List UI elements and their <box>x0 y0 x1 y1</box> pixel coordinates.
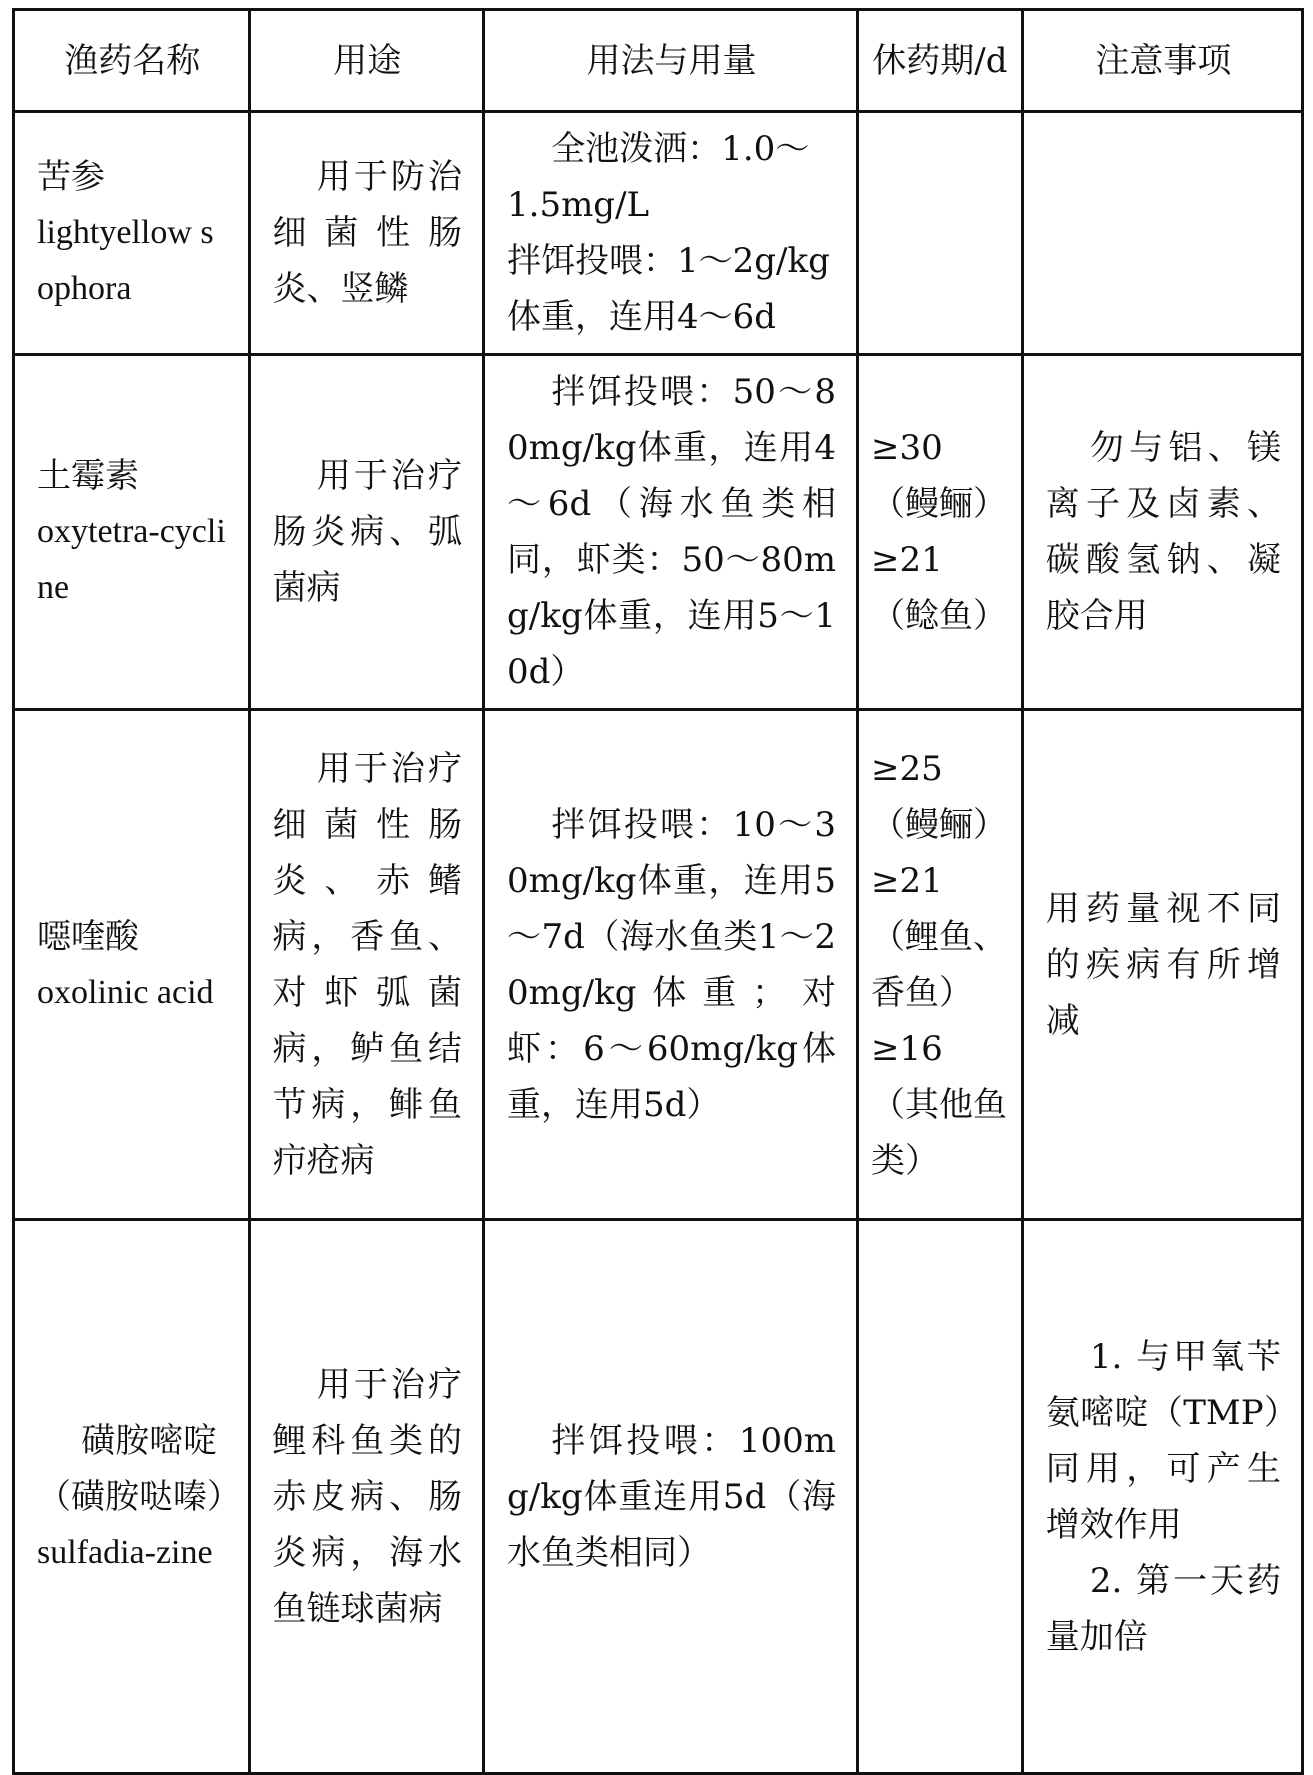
table-row <box>14 710 1303 1220</box>
drug-name-en: lightyellow sophora <box>37 214 214 307</box>
withdrawal-line: ≥30（鳗鲡） <box>871 428 1008 524</box>
cell-drug-name <box>14 1220 250 1774</box>
cell-drug-name <box>14 710 250 1220</box>
withdrawal-line: ≥25（鳗鲡） <box>871 748 1008 845</box>
cell-withdrawal <box>858 710 1023 1220</box>
cell-notes <box>1022 1220 1302 1774</box>
cell-notes <box>1022 112 1302 355</box>
table-header-row <box>14 10 1303 112</box>
cell-notes: 用药量视不同的疾病有所增减 <box>1022 710 1302 1220</box>
drug-name-en: sulfadia-zine <box>37 1533 213 1571</box>
cell-dosage: 拌饵投喂：100mg/kg体重连用5d（海水鱼类相同） <box>484 1220 858 1774</box>
header-notes: 注意事项 <box>1022 10 1302 112</box>
table-row <box>14 1220 1303 1774</box>
header-dosage: 用法与用量 <box>484 10 858 112</box>
header-use: 用途 <box>249 10 483 112</box>
drug-name-cn: 土霉素 <box>37 456 139 496</box>
note-line: 1. 与甲氧苄氨嘧啶（TMP）同用，可产生增效作用 <box>1045 1336 1281 1545</box>
drug-name-cn: 苦参 <box>37 157 105 197</box>
drug-name-en: oxolinic acid <box>37 973 214 1011</box>
cell-dosage <box>484 112 858 355</box>
cell-withdrawal <box>858 112 1023 355</box>
withdrawal-line: ≥16（其他鱼类） <box>871 1028 1008 1181</box>
cell-use: 用于治疗肠炎病、弧菌病 <box>249 355 483 710</box>
drug-name-en: oxytetra-cycline <box>37 513 226 606</box>
cell-withdrawal <box>858 355 1023 710</box>
header-drug-name: 渔药名称 <box>14 10 250 112</box>
cell-dosage: 拌饵投喂：10～30mg/kg体重，连用5～7d（海水鱼类1～20mg/kg体重；对虾：6～60mg/kg体重，连用5d） <box>484 710 858 1220</box>
drug-name-cn: 磺胺嘧啶（磺胺哒嗪） <box>37 1420 241 1517</box>
cell-notes: 勿与铝、镁离子及卤素、碳酸氢钠、凝胶合用 <box>1022 355 1302 710</box>
cell-dosage: 拌饵投喂：50～80mg/kg体重，连用4～6d（海水鱼类相同，虾类：50～80mg/kg体重，连用5～10d） <box>484 355 858 710</box>
cell-use: 用于治疗鲤科鱼类的赤皮病、肠炎病，海水鱼链球菌病 <box>249 1220 483 1774</box>
cell-drug-name <box>14 112 250 355</box>
header-withdrawal: 休药期/d <box>858 10 1023 112</box>
cell-drug-name <box>14 355 250 710</box>
drug-name-cn: 噁喹酸 <box>37 916 139 957</box>
table-row <box>14 112 1303 355</box>
table-row <box>14 355 1303 710</box>
cell-use: 用于防治细菌性肠炎、竖鳞 <box>249 112 483 355</box>
cell-use: 用于治疗细菌性肠炎、赤鳍病，香鱼、对虾弧菌病，鲈鱼结节病，鲱鱼疖疮病 <box>249 710 483 1220</box>
cell-withdrawal <box>858 1220 1023 1774</box>
fishery-drug-table <box>12 8 1304 1775</box>
note-line: 2. 第一天药量加倍 <box>1045 1560 1281 1657</box>
withdrawal-line: ≥21（鲤鱼、香鱼） <box>871 860 1008 1013</box>
withdrawal-line: ≥21（鲶鱼） <box>871 540 1008 636</box>
dosage-line: 拌饵投喂：1～2g/kg体重，连用4～6d <box>507 241 830 337</box>
dosage-line: 全池泼洒：1.0～1.5mg/L <box>507 129 810 225</box>
